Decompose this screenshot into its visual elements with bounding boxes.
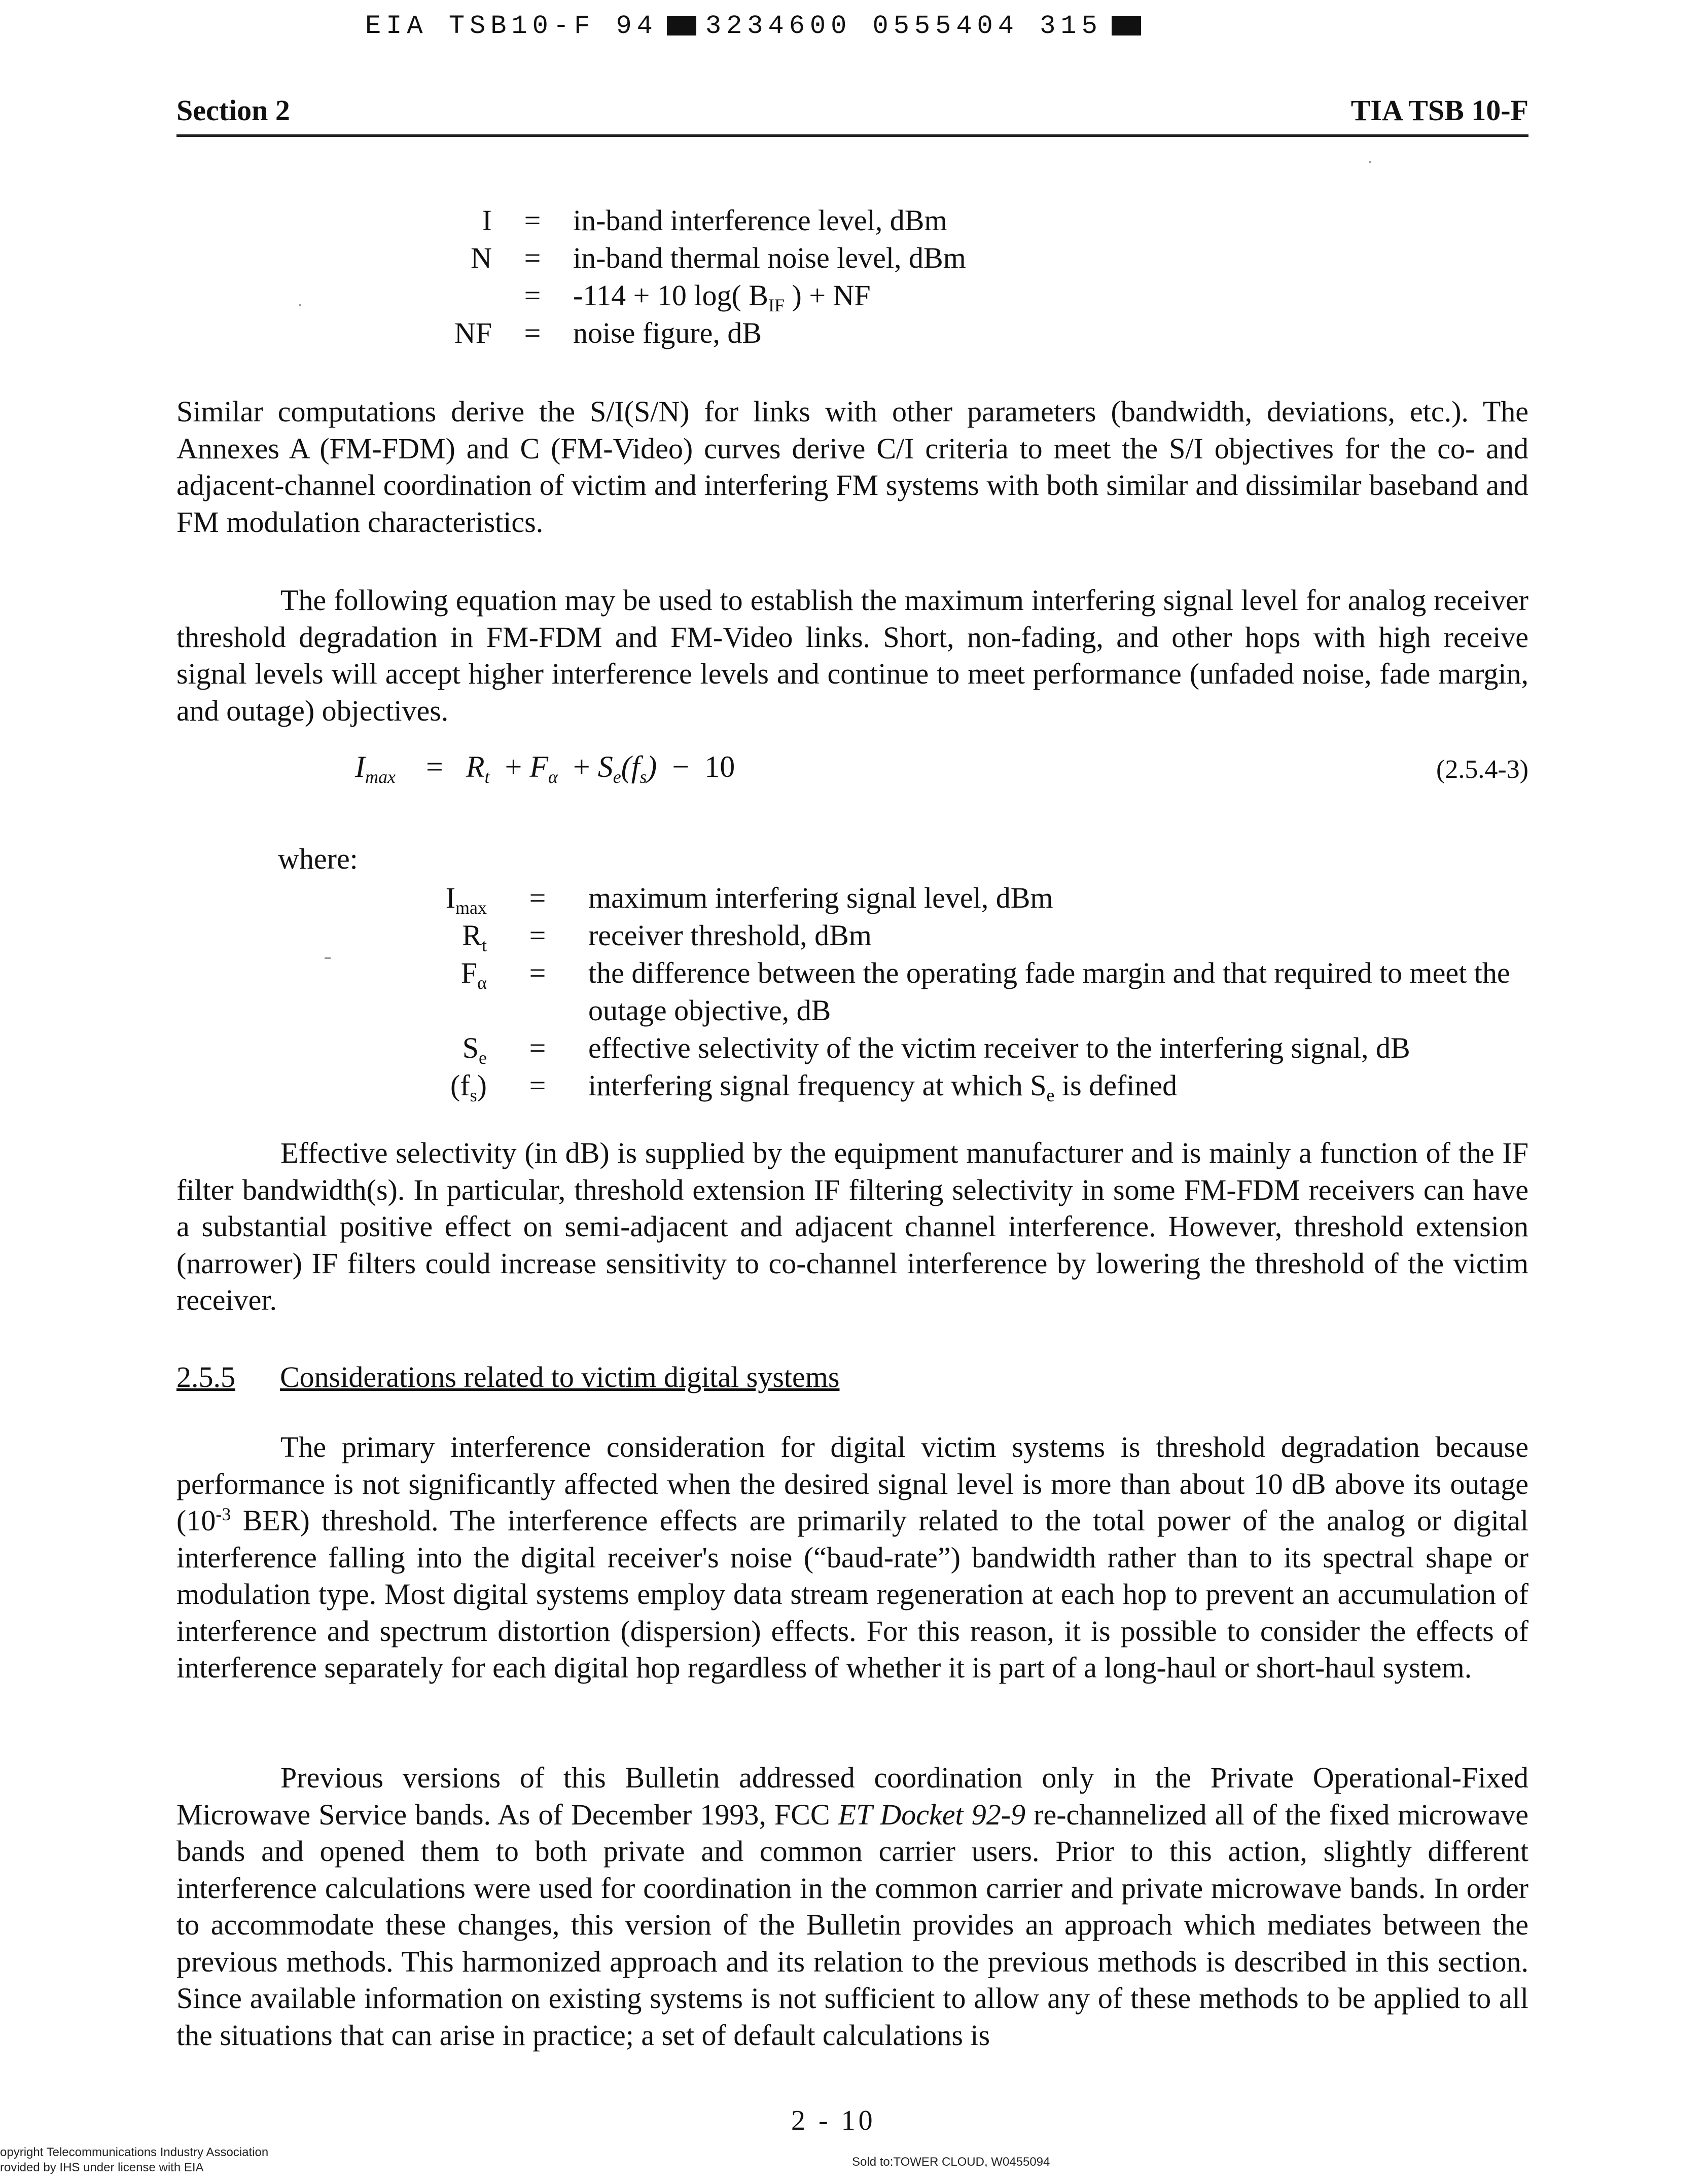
eq-term-fa-sub: α: [548, 767, 558, 787]
symbol-close: ): [477, 1069, 487, 1102]
p4-text-post: BER) threshold. The interference effects are primarily related to the total power of the analog or digital interference falling into the digital receiver's noise (“baud-rate”) bandwidth rather than to its spectral shape or modulation type. Most digital systems employ data stream regeneration at each hop to prevent an accumulation of interference and spectrum distortion (dispersion) effects. For this reason, it is possible to consider the effects of interference separately for each digital hop regardless of whether it is part of a long-haul or short-haul system.: [176, 1504, 1528, 1684]
p4-superscript: -3: [216, 1504, 231, 1524]
definition-row: [416, 202, 966, 239]
eq-arg-sub: s: [639, 767, 647, 787]
definition-text: maximum interfering signal level, dBm: [588, 881, 1053, 914]
eq-plus: +: [573, 750, 590, 783]
definition-text: in-band thermal noise level, dBm: [573, 241, 966, 274]
section-label: Section 2: [176, 94, 290, 127]
definition-text: noise figure, dB: [573, 316, 762, 349]
definition-text: receiver threshold, dBm: [588, 919, 872, 952]
definitions-list-equation: [406, 879, 1532, 1104]
p5-docket-reference: ET Docket 92-9: [838, 1798, 1026, 1831]
definition-equals: =: [524, 279, 541, 312]
definition-symbol: I: [482, 204, 492, 237]
symbol-sub: e: [479, 1048, 487, 1068]
definition-text: [588, 1067, 1177, 1104]
paragraph-previous-versions: [176, 1760, 1528, 2054]
barcode-block-1: [667, 16, 696, 35]
copyright-line-1: opyright Telecommunications Industry Association: [0, 2145, 269, 2159]
scan-speck: [299, 304, 301, 306]
equation-imax: [355, 749, 735, 787]
equation-number: (2.5.4-3): [1436, 755, 1528, 784]
sold-to-notice: Sold to:TOWER CLOUD, W0455094: [852, 2155, 1050, 2169]
eq-term-rt-sub: t: [484, 767, 490, 787]
paragraph-following-equation: The following equation may be used to establish the maximum interfering signal level for analog receiver threshold degradation in FM-FDM and FM-Video links. Short, non-fading, and other hops with high receive signal levels will accept higher interference levels and continue to meet performance (unfaded noise, fade margin, and outage) objectives.: [176, 584, 1528, 727]
p4-text-pre: The primary interference consideration for digital victim systems is threshold degradation because performance is not significantly affected when the desired signal level is more than about 10 dB above its outage (10: [176, 1430, 1528, 1537]
definition-row: [416, 314, 966, 352]
where-label: where:: [278, 842, 358, 875]
formula-pre: -114 + 10 log( B: [573, 279, 768, 312]
eq-constant: 10: [704, 750, 735, 783]
eq-lhs-sub: max: [365, 767, 396, 787]
definition-equals: =: [529, 919, 546, 952]
definition-text-post: is defined: [1054, 1069, 1178, 1102]
scan-speck: [325, 957, 331, 959]
symbol-base: S: [462, 1031, 479, 1064]
definition-equals: =: [524, 316, 541, 349]
definition-text: effective selectivity of the victim receiver to the interfering signal, dB: [588, 1031, 1410, 1064]
symbol-base: (f: [450, 1069, 470, 1102]
definition-equals: =: [524, 241, 541, 274]
definition-row: [416, 239, 966, 277]
symbol-sub: max: [455, 898, 487, 918]
definition-equals: =: [529, 956, 546, 989]
definition-symbol: [406, 954, 487, 1029]
definition-text: [573, 277, 871, 314]
paragraph-primary-interference: [176, 1429, 1528, 1687]
definition-symbol: [406, 879, 487, 917]
eq-plus: +: [505, 750, 522, 783]
document-id: TIA TSB 10-F: [1350, 94, 1528, 127]
page-number: 2 - 10: [791, 2105, 876, 2136]
eq-term-rt: R: [466, 750, 485, 783]
definition-text: in-band interference level, dBm: [573, 204, 947, 237]
definition-row: [416, 277, 966, 314]
definition-row: [406, 917, 1532, 954]
p5-text-pre: Previous versions of this Bulletin addressed coordination only in the Private Operational-Fixed Microwave Service bands. As of December 1993, FCC: [176, 1761, 1528, 1831]
definition-row: [406, 1067, 1532, 1104]
definition-row: [406, 954, 1532, 1029]
definition-symbol: [406, 1029, 487, 1067]
barcode-text-2: 3234600 0555404 315: [705, 11, 1103, 41]
definition-equals: =: [529, 881, 546, 914]
barcode-text-1: EIA TSB10-F 94: [365, 11, 658, 41]
symbol-sub: t: [481, 935, 487, 955]
eq-arg-close: ): [647, 750, 657, 783]
eq-term-se: S: [597, 750, 613, 783]
definition-equals: =: [529, 1031, 546, 1064]
symbol-base: F: [460, 956, 478, 989]
copyright-line-2: rovided by IHS under license with EIA: [0, 2161, 204, 2174]
eq-minus: −: [672, 750, 690, 783]
definition-equals: =: [529, 1069, 546, 1102]
definition-symbol: [406, 917, 487, 954]
running-header: [176, 89, 1528, 137]
definition-symbol: N: [471, 241, 492, 274]
section-number: 2.5.5: [176, 1360, 235, 1393]
eq-term-fa: F: [529, 750, 548, 783]
symbol-base: R: [462, 919, 482, 952]
definition-symbol: NF: [454, 316, 492, 349]
eq-equals: =: [425, 750, 443, 783]
definition-symbol: [406, 1067, 487, 1104]
section-heading-2-5-5: [176, 1360, 839, 1394]
p5-text-post: re-channelized all of the fixed microwave bands and opened them to both private and common carrier users. Prior to this action, slightly different interference calculations were used for coordination in the common carrier and private microwave bands. In order to accommodate these changes, this version of the Bulletin provides an approach which mediates between the previous methods. This harmonized approach and its relation to the previous methods is described in this section. Since available information on existing systems is not sufficient to allow any of these methods to be applied to all the situations that can arise in practice; a set of default calculations is: [176, 1798, 1528, 2052]
eq-term-se-sub: e: [613, 767, 621, 787]
symbol-sub: α: [477, 973, 487, 993]
definitions-list-top: [416, 202, 966, 352]
paragraph-similar-computations: Similar computations derive the S/I(S/N) for links with other parameters (bandwidth, deviations, etc.). The Annexes A (FM-FDM) and C (FM-Video) curves derive C/I criteria to meet the S/I objectives for the co- and adjacent-channel coordination of victim and interfering FM systems with both similar and dissimilar baseband and FM modulation characteristics.: [176, 395, 1528, 539]
section-title: Considerations related to victim digital systems: [280, 1360, 840, 1393]
scan-barcode-header: [365, 11, 1150, 41]
definition-equals: =: [524, 204, 541, 237]
definition-text: the difference between the operating fade margin and that required to meet the outage objective, dB: [588, 956, 1510, 1027]
definition-symbol: [416, 277, 492, 314]
eq-lhs: I: [355, 750, 365, 783]
formula-post: ) + NF: [785, 279, 871, 312]
symbol-base: I: [445, 881, 456, 914]
paragraph-effective-selectivity: Effective selectivity (in dB) is supplied by the equipment manufacturer and is mainly a function of the IF filter bandwidth(s). In particular, threshold extension IF filtering selectivity in some FM-FDM receivers can have a substantial positive effect on semi-adjacent and adjacent channel interference. However, threshold extension (narrower) IF filters could increase sensitivity to co-channel interference by lowering the threshold of the victim receiver.: [176, 1136, 1528, 1316]
copyright-notice: [0, 2145, 268, 2175]
barcode-block-2: [1112, 16, 1141, 35]
scan-speck: [1369, 161, 1371, 163]
definition-text-pre: interfering signal frequency at which S: [588, 1069, 1047, 1102]
symbol-sub: s: [470, 1085, 477, 1105]
eq-arg: (f: [621, 750, 640, 783]
definition-row: [406, 1029, 1532, 1067]
definition-text-sub: e: [1046, 1085, 1055, 1105]
definition-row: [406, 879, 1532, 917]
formula-subscript: IF: [768, 295, 785, 315]
